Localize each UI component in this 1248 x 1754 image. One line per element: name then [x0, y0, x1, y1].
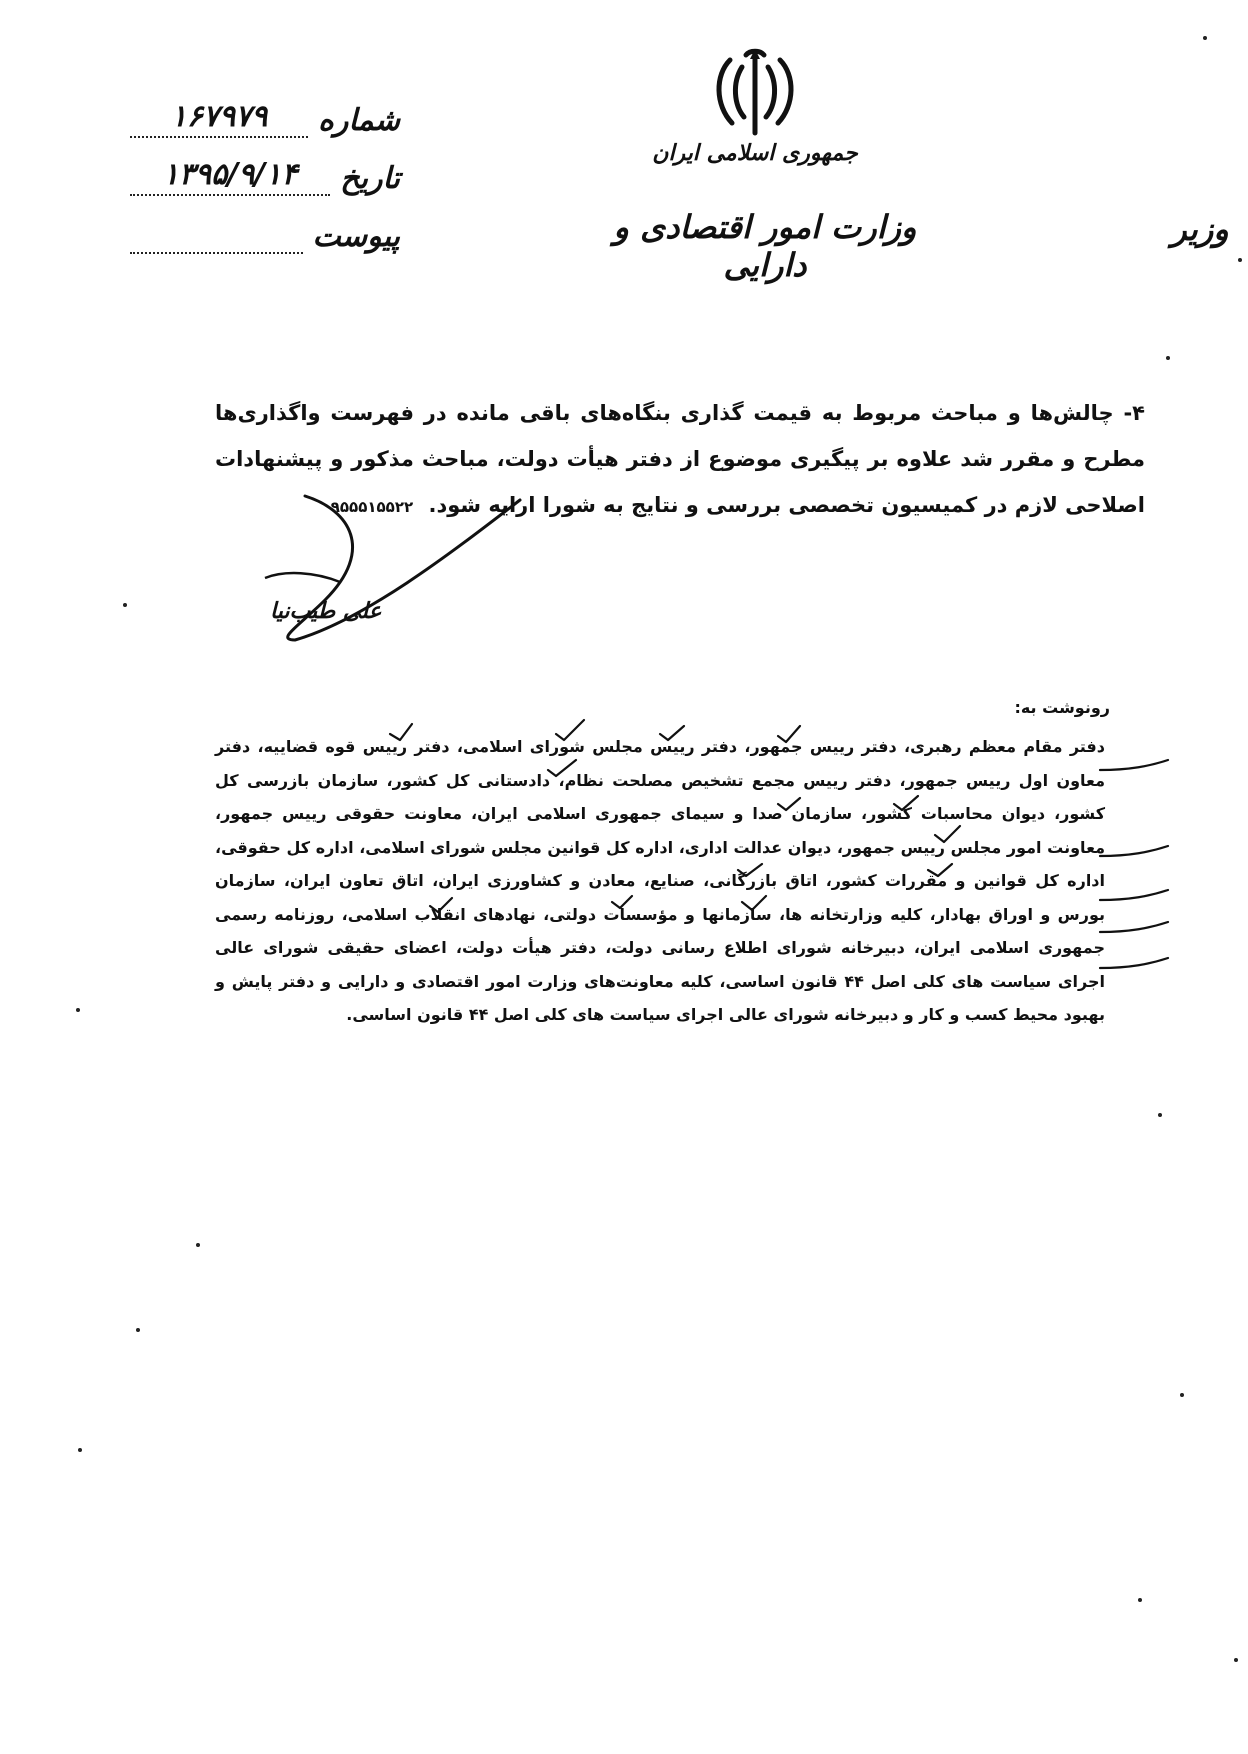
country-name: جمهوری اسلامی ایران [652, 140, 858, 166]
signature-mark [255, 490, 525, 650]
emblem-of-iran-icon [710, 45, 800, 140]
date-row [130, 138, 400, 196]
letter-meta [130, 80, 400, 254]
cc-title: رونوشت به: [1014, 698, 1110, 717]
minister-title: وزیر [1171, 210, 1229, 248]
ministry-name: وزارت امور اقتصادی و دارایی [613, 208, 917, 284]
attachment-label: پیوست [312, 219, 400, 254]
date-label: تاریخ [340, 161, 400, 196]
reference-number: ۹۵۵۵۱۵۵۲۲ [330, 498, 414, 516]
cc-recipients: دفتر مقام معظم رهبری، دفتر رییس جمهور، دفتر رییس مجلس شورای اسلامی، دفتر رییس قوه قضاییه، دفتر معاون اول رییس جمهور، دفتر رییس مجمع تشخیص مصلحت نظام، دادستانی کل کشور، سازمان بازرسی کل کشور، دیوان محاسبات کشور، سازمان صدا و سیمای جمهوری اسلامی ایران، معاونت حقوقی رییس جمهور، معاونت امور مجلس رییس جمهور، دیوان عدالت اداری، اداره کل قوانین مجلس شورای اسلامی، اداره کل حقوقی، اداره کل قوانین و مقررات کشور، اتاق بازرگانی، صنایع، معادن و کشاورزی ایران، اتاق تعاون ایران، سازمان بورس و اوراق بهادار، کلیه وزارتخانه ها، سازمانها و مؤسسات دولتی، نهادهای انقلاب اسلامی، روزنامه رسمی جمهوری اسلامی ایران، دبیرخانه شورای اطلاع رسانی دولت، دفتر هیأت دولت، اعضای حقیقی شورای عالی اجرای سیاست های کلی اصل ۴۴ قانون اساسی، کلیه معاونت‌های وزارت امور اقتصادی و دارایی و دفتر پایش و بهبود محیط کسب و کار و دبیرخانه شورای عالی اجرای سیاست های کلی اصل ۴۴ قانون اساسی. [215, 737, 1105, 1024]
attachment-row [130, 196, 400, 254]
number-row [130, 80, 400, 138]
number-value: ۱۶۷۹۷۹ [130, 99, 308, 138]
attachment-value [130, 216, 303, 254]
number-label: شماره [318, 103, 400, 138]
signer-name: علی طیب‌نیا [270, 598, 382, 624]
date-value: ۱۳۹۵/۹/۱۴ [130, 157, 330, 196]
body-paragraph: ۴- چالش‌ها و مباحث مربوط به قیمت گذاری بنگاه‌های باقی مانده در فهرست واگذاری‌ها مطرح و مقرر شد علاوه بر پیگیری موضوع از دفتر هیأت دولت، مباحث مذکور و پیشنهادات اصلاحی لازم در کمیسیون تخصصی بررسی و نتایج به شورا ارایه شود. [215, 401, 1145, 517]
